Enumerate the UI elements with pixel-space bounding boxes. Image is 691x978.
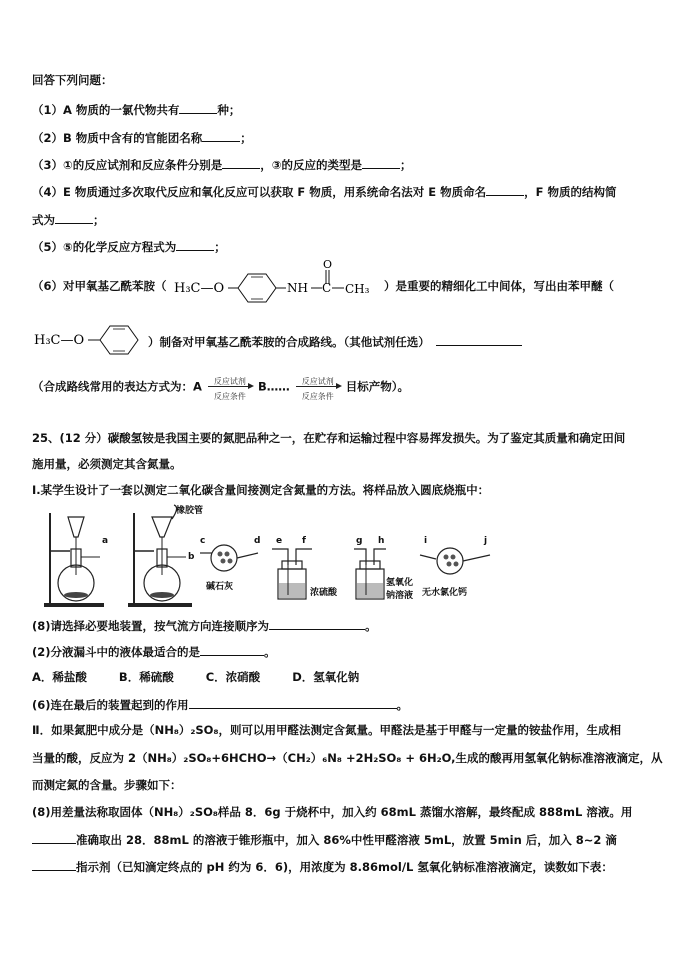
q5-text-end: ； (214, 240, 226, 254)
qa3-blank[interactable] (189, 696, 397, 709)
apparatus-diagram (40, 503, 510, 613)
q6-blank[interactable] (436, 333, 522, 346)
soda-granule-1 (218, 552, 223, 557)
q4b-text: 式为 (32, 213, 55, 227)
label-g: g (356, 536, 363, 546)
qa2-text: (2)分液漏斗中的液体最适合的是 (32, 645, 201, 659)
naoh-stopper (360, 561, 380, 569)
q6c-text-end: 目标产物）。 (345, 379, 409, 394)
qa2-blank[interactable] (200, 643, 264, 656)
cacl2-granule-4 (454, 562, 459, 567)
q3-text-mid: ，③的反应的类型是 (260, 158, 362, 172)
q2-text: （2）B 物质中含有的官能团名称 (32, 131, 203, 145)
stand-base-1 (44, 603, 104, 607)
h2so4-outlet (296, 549, 312, 565)
soda-tube-outlet (237, 553, 258, 558)
part-1-intro: Ⅰ.某学生设计了一套以测定二氧化碳含量间接测定含氮量的方法。将样品放入圆底烧瓶中： (32, 483, 490, 497)
arrow2-condition: 反应条件 (301, 392, 334, 401)
question-1 (32, 101, 240, 118)
cacl2-granule-2 (451, 555, 456, 560)
label-j: j (484, 536, 488, 546)
struct1-nh: NH (287, 281, 308, 295)
q6c-text: （合成路线常用的表达方式为：A (32, 379, 202, 394)
q25-text-line-1: 25、(12 分）碳酸氢铵是我国主要的氮肥品种之一，在贮存和运输过程中容易挥发损失。为了鉴定其质量和确定田间 (32, 431, 626, 445)
naoh-liquid (357, 583, 383, 598)
step-2 (32, 858, 613, 875)
q6b-text: ）制备对甲氧基乙酰苯胺的合成路线。（其他试剂任选） (148, 335, 430, 349)
qa1-text: (8)请选择必要地装置，按气流方向连接顺序为 (32, 619, 270, 633)
dropping-funnel-1 (68, 517, 84, 537)
h2so4-liquid (279, 583, 305, 598)
part-2-line-2: 当量的酸，反应为 2（NH₈）₂SO₈+6HCHO→（CH₂）₆N₈ +2H₂SO₈ + 6H₂O,生成的酸再用氢氧化钠标准溶液滴定，从 (32, 751, 663, 765)
anisole-structure (30, 318, 150, 358)
cacl2-bulb (437, 548, 463, 574)
naoh-bottle (354, 536, 413, 601)
label-soda-lime: 碱石灰 (206, 582, 234, 592)
label-h: h (378, 536, 385, 546)
step-1: (8)用差量法称取固体（NH₈）₂SO₈样品 8．6g 于烧杯中，加入约 68mL 蒸馏水溶解，最终配成 888mL 溶液。用 (32, 805, 633, 819)
q3-blank-1[interactable] (222, 156, 260, 169)
label-rubber-tube: 橡胶管 (176, 506, 204, 516)
question-3 (32, 156, 412, 173)
q25-text-line-2: 施用量，必须测定其含氮量。 (32, 457, 182, 471)
q1-text: （1）A 物质的一氯代物共有 (32, 103, 180, 117)
soda-lime-tube (200, 536, 260, 592)
qa3-text: (6)连在最后的装置起到的作用 (32, 698, 189, 712)
cacl2-inlet (420, 555, 436, 559)
label-i: i (424, 536, 428, 546)
q5-blank[interactable] (176, 238, 214, 251)
question-4 (32, 183, 616, 200)
question-6-format (32, 374, 409, 400)
apparatus-flask-1 (44, 513, 108, 607)
struct1-oxygen: O (323, 258, 333, 271)
q3-text-end: ； (400, 158, 412, 172)
sulfuric-acid-bottle (272, 536, 338, 599)
struct1-ch3: CH₃ (345, 282, 370, 296)
q1-blank[interactable] (179, 101, 217, 114)
struct1-methoxy: H₃C—O (174, 281, 225, 296)
soda-granule-2 (225, 552, 230, 557)
qa3-text-end: 。 (396, 698, 409, 712)
qa1-text-end: 。 (365, 619, 377, 633)
arrow2-shaft (296, 386, 338, 387)
q3-text: （3）①的反应试剂和反应条件分别是 (32, 158, 223, 172)
question-4-cont (32, 211, 105, 228)
apparatus-flask-2 (128, 504, 206, 607)
step-2-text: 指示剂（已知滴定终点的 pH 约为 6．6)，用浓度为 8.86mol/L 氢氧化钠标准溶液滴定，读数如下表： (76, 860, 613, 874)
cacl2-outlet (463, 555, 490, 561)
q4-text-mid: ，F 物质的结构简 (524, 185, 617, 199)
calcium-chloride-tube (420, 536, 490, 598)
label-c: c (200, 536, 206, 546)
arrow1-reagent: 反应试剂 (213, 377, 246, 386)
question-2 (32, 129, 252, 146)
reaction-arrow-1 (206, 374, 254, 400)
methoxyacetanilide-structure (170, 258, 390, 304)
label-f: f (302, 536, 306, 546)
h2so4-inlet (272, 549, 288, 565)
label-e: e (276, 536, 283, 546)
label-naoh-1: 氢氧化 (386, 578, 414, 588)
label-d: d (254, 536, 261, 546)
step-1-cont (32, 831, 617, 848)
label-conc-h2so4: 浓硫酸 (310, 588, 338, 598)
cacl2-granule-1 (444, 555, 449, 560)
intro-line: 回答下列问题： (32, 73, 113, 87)
struct1-benzene-ring (238, 274, 276, 302)
soda-bulb (211, 545, 237, 571)
arrow1-condition: 反应条件 (213, 392, 246, 401)
question-6-route (148, 333, 522, 350)
soda-granule-3 (221, 559, 226, 564)
q3-blank-2[interactable] (362, 156, 400, 169)
question-6-prefix: （6）对甲氧基乙酰苯胺（ (32, 279, 167, 293)
step-blank-1[interactable] (32, 831, 76, 844)
sample-2 (150, 592, 174, 598)
question-6-suffix: ）是重要的精细化工中间体，写出由苯甲醚（ (384, 279, 614, 293)
q4-blank-2[interactable] (55, 211, 93, 224)
label-a: a (102, 536, 109, 546)
qa1-blank[interactable] (269, 617, 365, 630)
q2-blank[interactable] (202, 129, 240, 142)
cacl2-granule-3 (447, 562, 452, 567)
qa-1 (32, 617, 377, 634)
qa2-text-end: 。 (264, 645, 276, 659)
arrow2-reagent: 反应试剂 (301, 377, 334, 386)
label-naoh-2: 钠溶液 (386, 591, 414, 601)
struct1-carbon: C (322, 281, 332, 295)
q4b-text-end: ； (93, 213, 105, 227)
struct2-benzene-ring (100, 326, 138, 354)
h2so4-stopper (282, 561, 302, 569)
q4-blank-1[interactable] (486, 183, 524, 196)
dropping-funnel-2 (152, 517, 172, 537)
q2-text-end: ； (240, 131, 252, 145)
part-2-line-1: Ⅱ．如果氮肥中成分是（NH₈）₂SO₈，则可以用甲醛法测定含氮量。甲醛法是基于甲醛与一定量的铵盐作用，生成相 (32, 723, 621, 737)
soda-granule-4 (228, 559, 233, 564)
struct2-methoxy: H₃C—O (34, 333, 85, 348)
question-5 (32, 238, 226, 255)
q1-text-end: 种； (217, 103, 241, 117)
label-anhydrous-cacl2: 无水氯化钙 (422, 588, 468, 598)
part-2-line-3: 而测定氮的含量。步骤如下： (32, 778, 182, 792)
q5-text: （5）⑤的化学反应方程式为 (32, 240, 177, 254)
q6c-text-mid: B…… (257, 379, 290, 394)
reaction-arrow-2 (294, 374, 342, 400)
qa-2-options: A．稀盐酸 B．稀硫酸 C．浓硝酸 D．氢氧化钠 (32, 670, 360, 684)
stand-base-2 (128, 603, 192, 607)
q4-text: （4）E 物质通过多次取代反应和氧化反应可以获取 F 物质，用系统命名法对 E 物质命名 (32, 185, 487, 199)
arrow1-shaft (208, 386, 250, 387)
qa-3 (32, 696, 408, 713)
qa-2 (32, 643, 276, 660)
step-1-cont-text: 准确取出 28．88mL 的溶液于锥形瓶中，加入 86%中性甲醛溶液 5mL，放置 5min 后，加入 8~2 滴 (76, 833, 617, 847)
sample-1 (64, 592, 88, 598)
step-blank-2[interactable] (32, 858, 76, 871)
label-b: b (188, 552, 195, 562)
